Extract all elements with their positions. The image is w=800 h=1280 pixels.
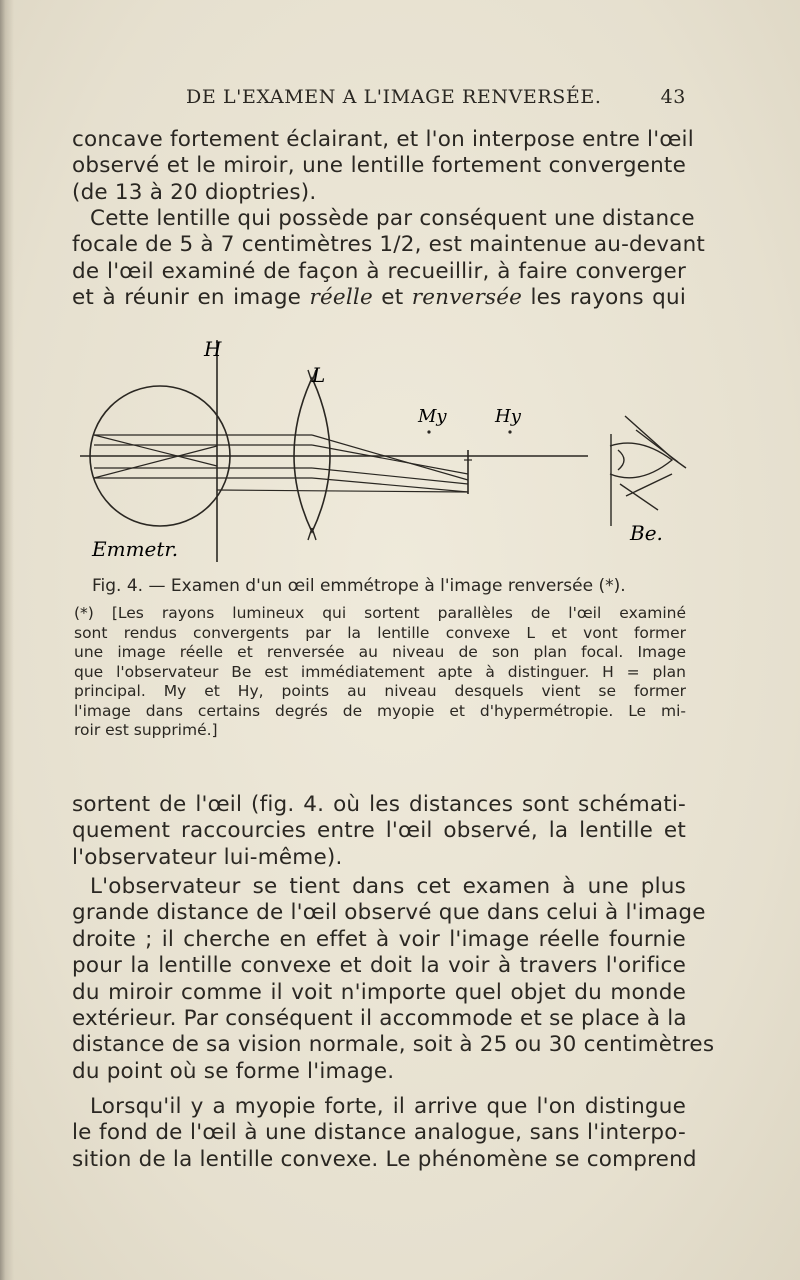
label-Emmetr: Emmetr. [92, 537, 179, 561]
figure-caption: Fig. 4. — Examen d'un œil emmétrope à l'image renversée (*). [92, 576, 626, 596]
note-line: (*) [Les rayons lumineux qui sortent parallèles de l'œil examiné [74, 604, 686, 622]
running-head-title: DE L'EXAMEN A L'IMAGE RENVERSÉE. [186, 86, 602, 108]
label-My: My [418, 406, 447, 427]
lens-bottom-arrow [308, 528, 316, 540]
text-line: quement raccourcies entre l'œil observé, la lentille et [72, 818, 686, 844]
note-line: roir est supprimé.] [74, 721, 218, 739]
text-line: L'observateur se tient dans cet examen à une plus [90, 874, 686, 899]
note-line: principal. My et Hy, points au niveau desquels vient se former [74, 682, 686, 700]
text-line: l'observateur lui-même). [72, 844, 343, 870]
text-line: extérieur. Par conséquent il accommode et se place à la [72, 1006, 687, 1032]
note-line: l'image dans certains degrés de myopie et d'hypermétropie. Le mi- [74, 701, 686, 720]
figure-note [74, 604, 686, 741]
text-line: (de 13 à 20 dioptries). [72, 179, 317, 205]
text-line: observé et le miroir, une lentille fortement convergente [72, 153, 686, 179]
label-Hy: Hy [495, 406, 521, 427]
italic-renversee: renversée [411, 285, 523, 311]
figure-4-diagram [80, 334, 700, 574]
text-line: et à réunir en image réelle et renversée les rayons qui [72, 285, 687, 311]
text-line: distance de sa vision normale, soit à 25 ou 30 centimètres [72, 1032, 715, 1058]
running-head [186, 86, 686, 110]
note-line: que l'observateur Be est immédiatement apte à distinguer. H = plan [74, 662, 686, 681]
convex-lens [294, 378, 330, 532]
paragraph-2 [72, 206, 706, 312]
text-line: le fond de l'œil à une distance analogue, sans l'interpo- [72, 1120, 686, 1146]
label-L: L [312, 363, 326, 387]
note-line: sont rendus convergents par la lentille convexe L et vont former [74, 623, 686, 642]
paragraph-1 [72, 127, 694, 206]
text-line: concave fortement éclairant, et l'on interpose entre l'œil [72, 127, 694, 152]
text-line: sortent de l'œil (fig. 4. où les distances sont schémati- [72, 792, 686, 817]
point-My [427, 430, 430, 433]
label-Be: Be. [630, 521, 663, 545]
paragraph-5 [72, 1094, 697, 1173]
text-line: de l'œil examiné de façon à recueillir, à faire converger [72, 258, 686, 284]
text-line: grande distance de l'œil observé que dans celui à l'image [72, 900, 706, 926]
italic-reelle: réelle [309, 285, 373, 311]
text-line: droite ; il cherche en effet à voir l'image réelle fournie [72, 926, 686, 952]
light-rays [94, 435, 468, 492]
paragraph-3 [72, 792, 686, 871]
text-line: du point où se forme l'image. [72, 1058, 395, 1084]
text-line: du miroir comme il voit n'importe quel objet du monde [72, 979, 686, 1005]
paragraph-4 [72, 874, 715, 1085]
text-line: focale de 5 à 7 centimètres 1/2, est maintenue au-devant [72, 232, 706, 258]
note-line: une image réelle et renversée au niveau de son plan focal. Image [74, 643, 686, 661]
page-number: 43 [660, 86, 686, 108]
text-line: Lorsqu'il y a myopie forte, il arrive que l'on distingue [90, 1094, 686, 1119]
observer-eye-icon [610, 416, 686, 510]
label-H: H [204, 337, 222, 361]
text-line: sition de la lentille convexe. Le phénomène se comprend [72, 1146, 697, 1172]
page-binding-shadow [0, 0, 14, 1280]
point-Hy [508, 430, 511, 433]
text-line: Cette lentille qui possède par conséquent une distance [90, 206, 695, 231]
text-line: pour la lentille convexe et doit la voir à travers l'orifice [72, 953, 686, 979]
